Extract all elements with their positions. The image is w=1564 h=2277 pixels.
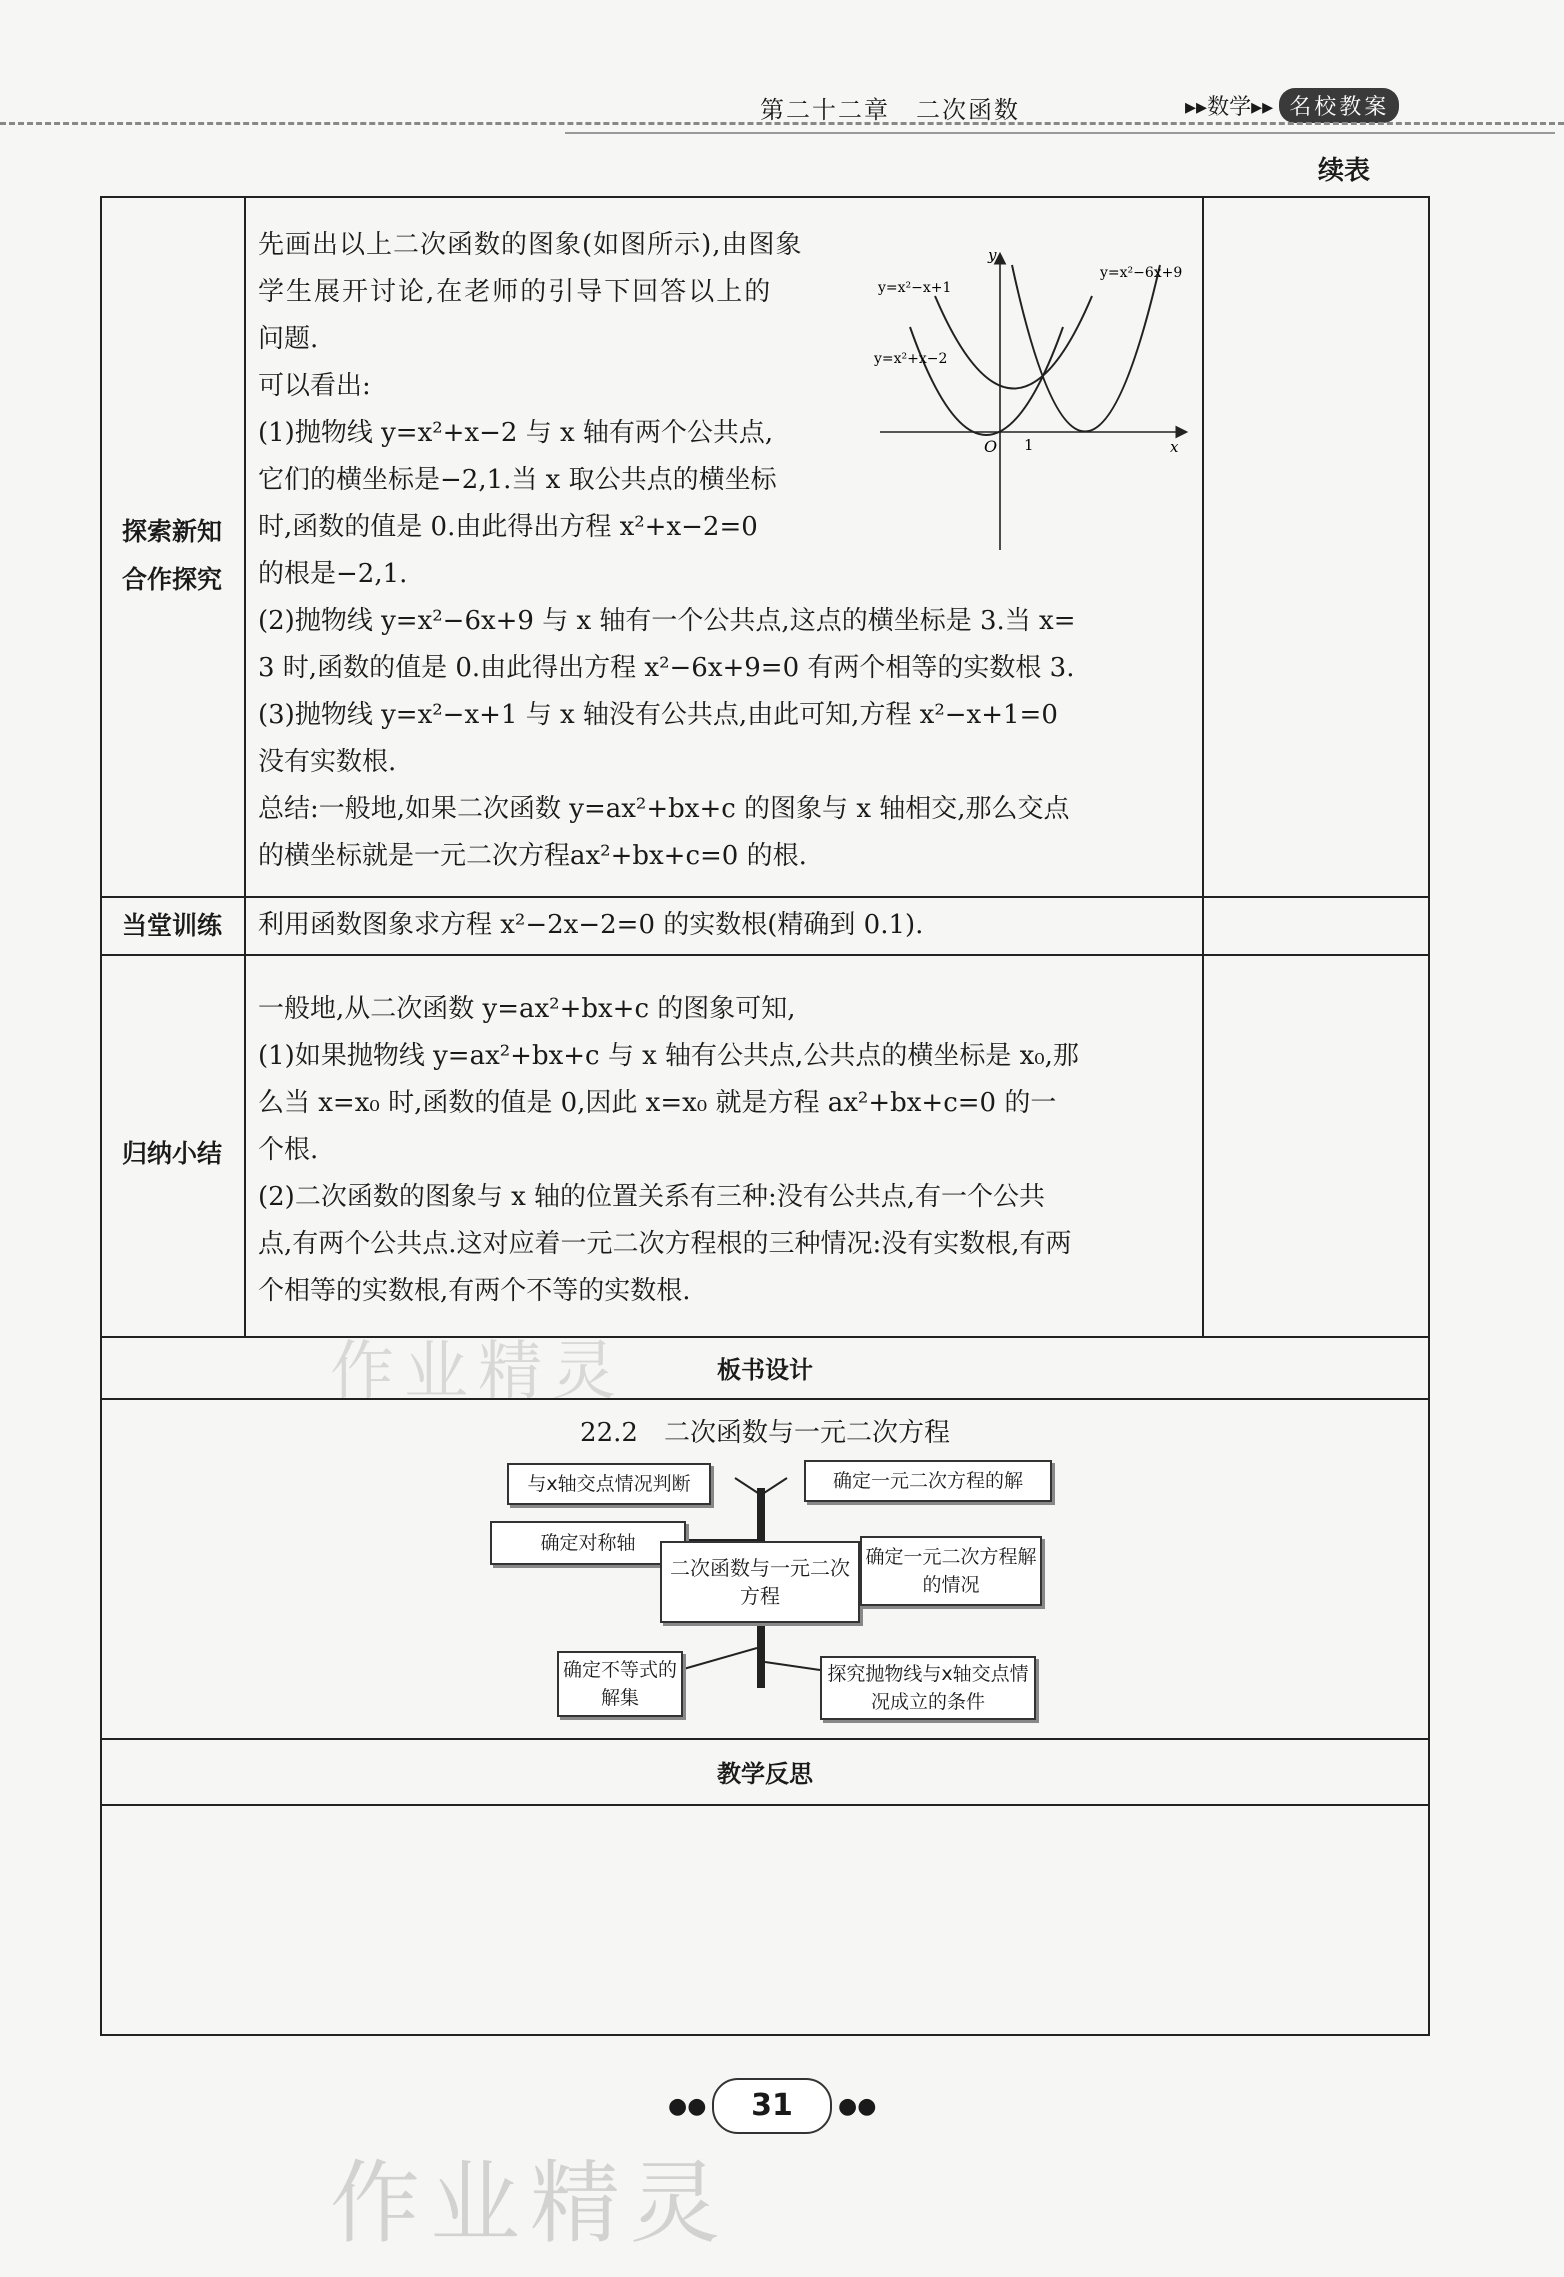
text-line: 可以看出: bbox=[258, 371, 371, 401]
row-divider bbox=[100, 1398, 1430, 1400]
text-line: (1)如果抛物线 y=ax²+bx+c 与 x 轴有公共点,公共点的横坐标是 x₀,那 bbox=[258, 1041, 1079, 1071]
summary-body bbox=[258, 986, 1198, 1315]
row-divider bbox=[100, 1804, 1430, 1806]
row-label-summary: 归纳小结 bbox=[121, 1139, 222, 1168]
explore-body bbox=[258, 598, 1198, 880]
continued-label: 续表 bbox=[1318, 156, 1371, 186]
board-box-axis: 确定对称轴 bbox=[490, 1521, 686, 1565]
board-box-inequality: 确定不等式的解集 bbox=[557, 1651, 683, 1717]
row-divider bbox=[100, 1336, 1430, 1338]
text-line: (3)抛物线 y=x²−x+1 与 x 轴没有公共点,由此可知,方程 x²−x+1=0 bbox=[258, 700, 1058, 730]
text-line: (1)抛物线 y=x²+x−2 与 x 轴有两个公共点, bbox=[258, 418, 774, 448]
page-number: 31 bbox=[712, 2078, 832, 2134]
text-line: 时,函数的值是 0.由此得出方程 x²+x−2=0 bbox=[258, 512, 758, 542]
row-label-line: 探索新知 bbox=[121, 517, 222, 546]
label-column-divider bbox=[244, 196, 246, 1336]
curve-x2-plus-x-minus-2 bbox=[910, 327, 1063, 435]
board-box-cases: 确定一元二次方程解的情况 bbox=[860, 1536, 1042, 1606]
header-dashed-rule bbox=[0, 122, 1564, 125]
text-line: 一般地,从二次函数 y=ax²+bx+c 的图象可知, bbox=[258, 994, 796, 1024]
page-ornament-left: ●● bbox=[668, 2094, 707, 2119]
text-line: 个相等的实数根,有两个不等的实数根. bbox=[258, 1276, 691, 1306]
board-box-center: 二次函数与一元二次方程 bbox=[660, 1541, 860, 1623]
text-line: (2)二次函数的图象与 x 轴的位置关系有三种:没有公共点,有一个公共 bbox=[258, 1182, 1046, 1212]
text-line: 的横坐标就是一元二次方程ax²+bx+c=0 的根. bbox=[258, 841, 807, 871]
header-rule bbox=[565, 132, 1555, 134]
text-line: 总结:一般地,如果二次函数 y=ax²+bx+c 的图象与 x 轴相交,那么交点 bbox=[258, 794, 1070, 824]
text-line: 么当 x=x₀ 时,函数的值是 0,因此 x=x₀ 就是方程 ax²+bx+c=0 的一 bbox=[258, 1088, 1057, 1118]
text-line: 没有实数根. bbox=[258, 747, 397, 777]
text-line: 的根是−2,1. bbox=[258, 559, 408, 589]
watermark: 作业精灵 bbox=[330, 1335, 626, 1409]
text-line: 点,有两个公共点.这对应着一元二次方程根的三种情况:没有实数根,有两 bbox=[258, 1229, 1072, 1259]
row-label-explore bbox=[100, 508, 244, 604]
text-line: 问题. bbox=[258, 324, 319, 354]
reflection-title: 教学反思 bbox=[717, 1760, 813, 1788]
row-label-line: 合作探究 bbox=[121, 565, 222, 594]
text-line: 3 时,函数的值是 0.由此得出方程 x²−6x+9=0 有两个相等的实数根 3. bbox=[258, 653, 1075, 683]
curve-x2-minus-6x-plus-9 bbox=[1012, 265, 1160, 432]
curve-x2-x-plus-1 bbox=[935, 296, 1092, 389]
row-divider bbox=[100, 1738, 1430, 1740]
practice-text: 利用函数图象求方程 x²−2x−2=0 的实数根(精确到 0.1). bbox=[258, 910, 924, 940]
board-box-conditions: 探究抛物线与x轴交点情况成立的条件 bbox=[820, 1656, 1036, 1720]
text-line: 个根. bbox=[258, 1135, 319, 1165]
x-axis-label: x bbox=[1170, 438, 1179, 456]
y-axis-label: y bbox=[988, 246, 997, 264]
watermark: 作业精灵 bbox=[330, 2151, 730, 2256]
board-box-solution: 确定一元二次方程的解 bbox=[804, 1460, 1052, 1502]
text-line: 它们的横坐标是−2,1.当 x 取公共点的横坐标 bbox=[258, 465, 777, 495]
origin-label: O bbox=[984, 437, 998, 456]
text-line: 学生展开讨论,在老师的引导下回答以上的 bbox=[258, 277, 773, 307]
brand-badge: 名校教案 bbox=[1279, 88, 1399, 123]
board-box-intersection: 与x轴交点情况判断 bbox=[507, 1463, 711, 1505]
row-divider bbox=[100, 954, 1430, 956]
page-ornament-right: ●● bbox=[838, 2094, 877, 2119]
row-label-practice: 当堂训练 bbox=[121, 911, 222, 940]
parabola-graph bbox=[870, 240, 1190, 560]
tick-label: 1 bbox=[1024, 436, 1034, 454]
curve2-label: y=x²+x−2 bbox=[874, 351, 948, 367]
row-divider bbox=[100, 896, 1430, 898]
curve1-label: y=x²−x+1 bbox=[878, 280, 952, 296]
notes-column-divider bbox=[1202, 196, 1204, 1336]
curve3-label: y=x²−6x+9 bbox=[1100, 265, 1183, 281]
board-design-title: 板书设计 bbox=[717, 1356, 813, 1384]
text-line: 先画出以上二次函数的图象(如图所示),由图象 bbox=[258, 230, 803, 260]
chapter-title: 第二十二章 二次函数 bbox=[760, 96, 1020, 124]
board-heading: 22.2 二次函数与一元二次方程 bbox=[580, 1418, 950, 1448]
text-line: (2)抛物线 y=x²−6x+9 与 x 轴有一个公共点,这点的横坐标是 3.当 x= bbox=[258, 606, 1076, 636]
brand-logo bbox=[1185, 88, 1399, 123]
explore-intro bbox=[258, 222, 858, 598]
subject-label: ▸▸数学▸▸ bbox=[1185, 95, 1274, 120]
